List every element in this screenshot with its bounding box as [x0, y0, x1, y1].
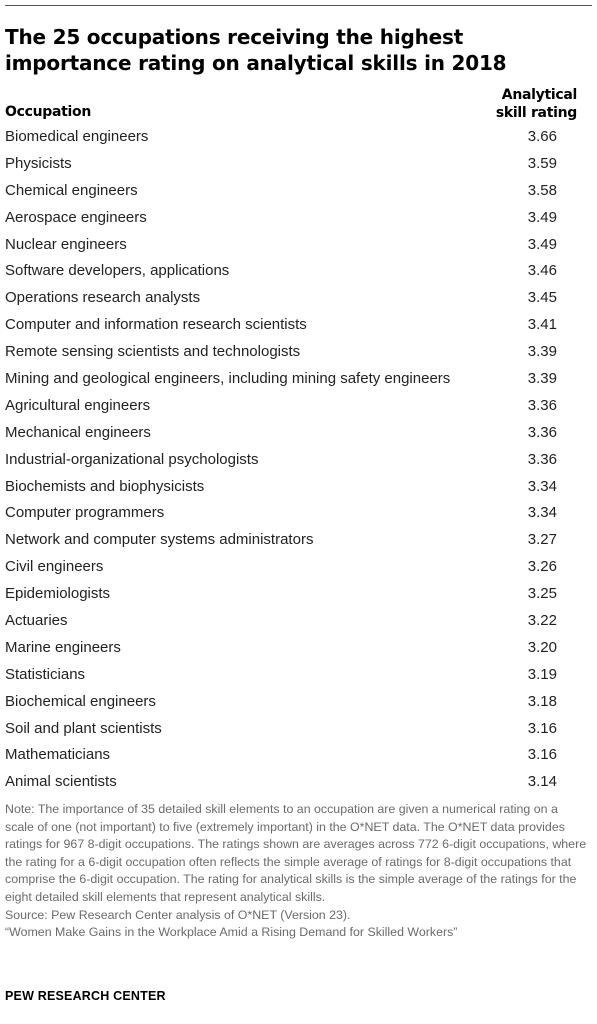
rating-cell: 3.27	[527, 531, 557, 549]
rating-cell: 3.25	[527, 585, 557, 603]
occupation-cell: Marine engineers	[5, 638, 121, 656]
rating-cell: 3.36	[527, 396, 557, 414]
occupation-cell: Biochemical engineers	[5, 692, 156, 710]
chart-title: The 25 occupations receiving the highest importance rating on analytical skills in 2018	[5, 25, 507, 75]
rating-cell: 3.66	[527, 128, 557, 145]
occupation-cell: Chemical engineers	[5, 181, 138, 199]
occupation-cell: Remote sensing scientists and technologists	[5, 343, 301, 361]
table-row	[5, 258, 583, 285]
table-row	[5, 151, 583, 178]
note-text: Note: The importance of 35 detailed skill elements to an occupation are given a numerical rating on a scale of one (not important) to five (extremely important) in the O*NET data. The O*NET data provides ratings for 967 8-digit occupations. The ratings shown are averages across 772 6-digit occupations, where the rating for a 6-digit occupation often reflects the simple average of ratings for 8-digit occupations that comprise the 6-digit occupation. The rating for analytical skills is the simple average of the ratings for the eight detailed skill elements that represent analytical skills.	[5, 802, 587, 904]
occupation-cell: Mining and geological engineers, including mining safety engineers	[5, 370, 451, 388]
rating-cell: 3.20	[527, 638, 557, 656]
table-row	[5, 689, 583, 716]
occupation-column-header: Occupation	[5, 104, 92, 120]
rating-cell: 3.14	[527, 773, 557, 791]
table-row	[5, 608, 583, 635]
rating-cell: 3.18	[527, 692, 557, 710]
occupation-cell: Statisticians	[5, 665, 86, 683]
occupation-cell: Biochemists and biophysicists	[5, 477, 205, 495]
rating-cell: 3.41	[527, 316, 557, 334]
report-title: “Women Make Gains in the Workplace Amid a Rising Demand for Skilled Workers”	[5, 925, 458, 940]
occupation-cell: Industrial-organizational psychologists	[5, 450, 259, 468]
top-rule	[5, 5, 592, 6]
rating-cell: 3.49	[527, 208, 557, 226]
table-row	[5, 742, 583, 769]
brand-logo-text: PEW RESEARCH CENTER	[5, 989, 166, 1003]
occupation-cell: Mathematicians	[5, 746, 111, 764]
table-row	[5, 500, 583, 527]
table-body	[5, 124, 583, 796]
footnotes	[5, 801, 590, 942]
rating-cell: 3.19	[527, 665, 557, 683]
occupation-cell: Operations research analysts	[5, 289, 201, 307]
occupation-cell: Epidemiologists	[5, 585, 111, 603]
occupation-cell: Computer programmers	[5, 504, 165, 522]
occupation-cell: Soil and plant scientists	[5, 719, 162, 737]
rating-header-line1: Analytical	[501, 87, 577, 103]
table-row	[5, 716, 583, 743]
table-row	[5, 474, 583, 501]
table-row	[5, 312, 583, 339]
table-row	[5, 420, 583, 447]
rating-column-header	[467, 86, 577, 122]
occupation-cell: Biomedical engineers	[5, 128, 149, 145]
rating-cell: 3.26	[527, 558, 557, 576]
table-row	[5, 178, 583, 205]
rating-cell: 3.16	[527, 719, 557, 737]
table-row	[5, 635, 583, 662]
rating-cell: 3.34	[527, 504, 557, 522]
table-row	[5, 205, 583, 232]
table-row	[5, 662, 583, 689]
rating-cell: 3.34	[527, 477, 557, 495]
table-row	[5, 527, 583, 554]
occupation-cell: Aerospace engineers	[5, 208, 147, 226]
rating-cell: 3.58	[527, 181, 557, 199]
occupation-cell: Network and computer systems administrators	[5, 531, 314, 549]
occupation-cell: Software developers, applications	[5, 262, 230, 280]
table-row	[5, 124, 583, 151]
table-row	[5, 447, 583, 474]
rating-header-line2: skill rating	[495, 105, 577, 121]
occupation-cell: Physicists	[5, 154, 72, 172]
occupation-cell: Civil engineers	[5, 558, 104, 576]
table-row	[5, 554, 583, 581]
rating-cell: 3.45	[527, 289, 557, 307]
table-row	[5, 581, 583, 608]
table-row	[5, 366, 583, 393]
rating-cell: 3.36	[527, 423, 557, 441]
rating-cell: 3.36	[527, 450, 557, 468]
occupation-cell: Agricultural engineers	[5, 396, 151, 414]
source-text: Source: Pew Research Center analysis of O*NET (Version 23).	[5, 907, 351, 922]
rating-cell: 3.16	[527, 746, 557, 764]
rating-cell: 3.39	[527, 370, 557, 388]
table-row	[5, 232, 583, 259]
table-row	[5, 769, 583, 796]
occupation-cell: Actuaries	[5, 612, 68, 630]
table-row	[5, 393, 583, 420]
rating-cell: 3.46	[527, 262, 557, 280]
table-row	[5, 285, 583, 312]
rating-cell: 3.49	[527, 235, 557, 253]
occupation-cell: Animal scientists	[5, 773, 117, 791]
occupation-cell: Nuclear engineers	[5, 235, 127, 253]
rating-cell: 3.39	[527, 343, 557, 361]
rating-cell: 3.59	[527, 154, 557, 172]
occupation-cell: Computer and information research scientists	[5, 316, 307, 334]
occupation-cell: Mechanical engineers	[5, 423, 151, 441]
table-row	[5, 339, 583, 366]
rating-cell: 3.22	[527, 612, 557, 630]
